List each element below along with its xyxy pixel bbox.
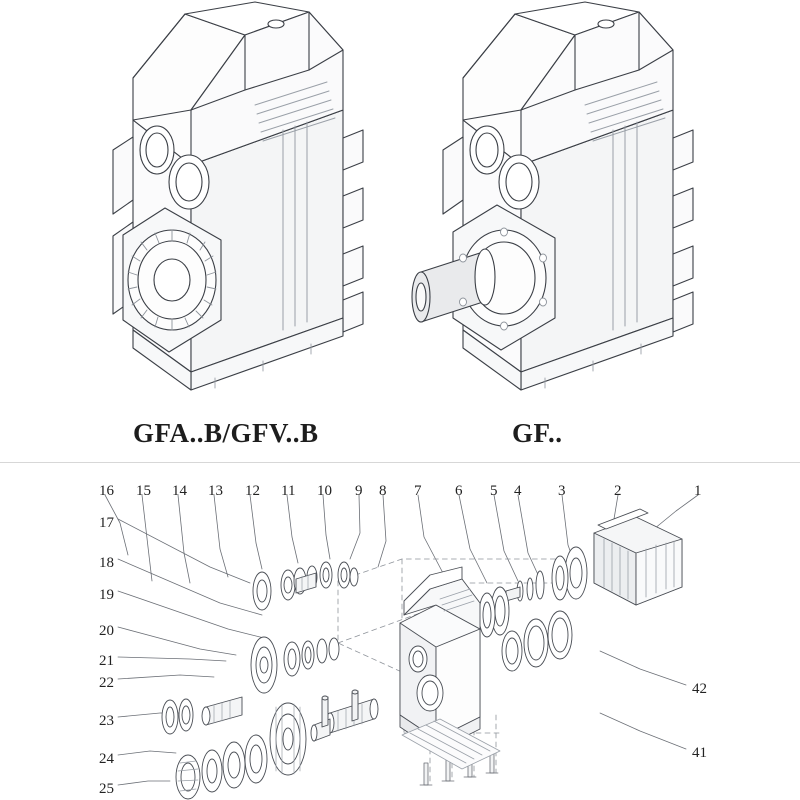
callout-41: 41 <box>692 745 707 761</box>
callout-20: 20 <box>99 623 114 639</box>
gearbox-unit-gf <box>405 0 710 400</box>
callout-4: 4 <box>514 483 522 499</box>
callout-16: 16 <box>99 483 114 499</box>
callout-15: 15 <box>136 483 151 499</box>
callout-21: 21 <box>99 653 114 669</box>
callout-11: 11 <box>281 483 296 499</box>
callout-9: 9 <box>355 483 363 499</box>
callout-19: 19 <box>99 587 114 603</box>
callout-42: 42 <box>692 681 707 697</box>
callout-10: 10 <box>317 483 332 499</box>
callout-14: 14 <box>172 483 187 499</box>
callout-12: 12 <box>245 483 260 499</box>
callout-7: 7 <box>414 483 422 499</box>
callout-18: 18 <box>99 555 114 571</box>
callout-3: 3 <box>558 483 566 499</box>
gearbox-unit-gfab-gfvb <box>95 0 400 400</box>
callout-23: 23 <box>99 713 114 729</box>
callout-17: 17 <box>99 515 114 531</box>
callout-1: 1 <box>694 483 702 499</box>
exploded-parts-diagram <box>0 463 800 800</box>
callout-8: 8 <box>379 483 387 499</box>
callout-5: 5 <box>490 483 498 499</box>
callout-24: 24 <box>99 751 114 767</box>
callout-25: 25 <box>99 781 114 797</box>
callout-22: 22 <box>99 675 114 691</box>
callout-6: 6 <box>455 483 463 499</box>
caption-gfab-gfvb: GFA..B/GFV..B <box>133 418 319 448</box>
callout-13: 13 <box>208 483 223 499</box>
caption-gf: GF.. <box>512 418 563 448</box>
callout-2: 2 <box>614 483 622 499</box>
